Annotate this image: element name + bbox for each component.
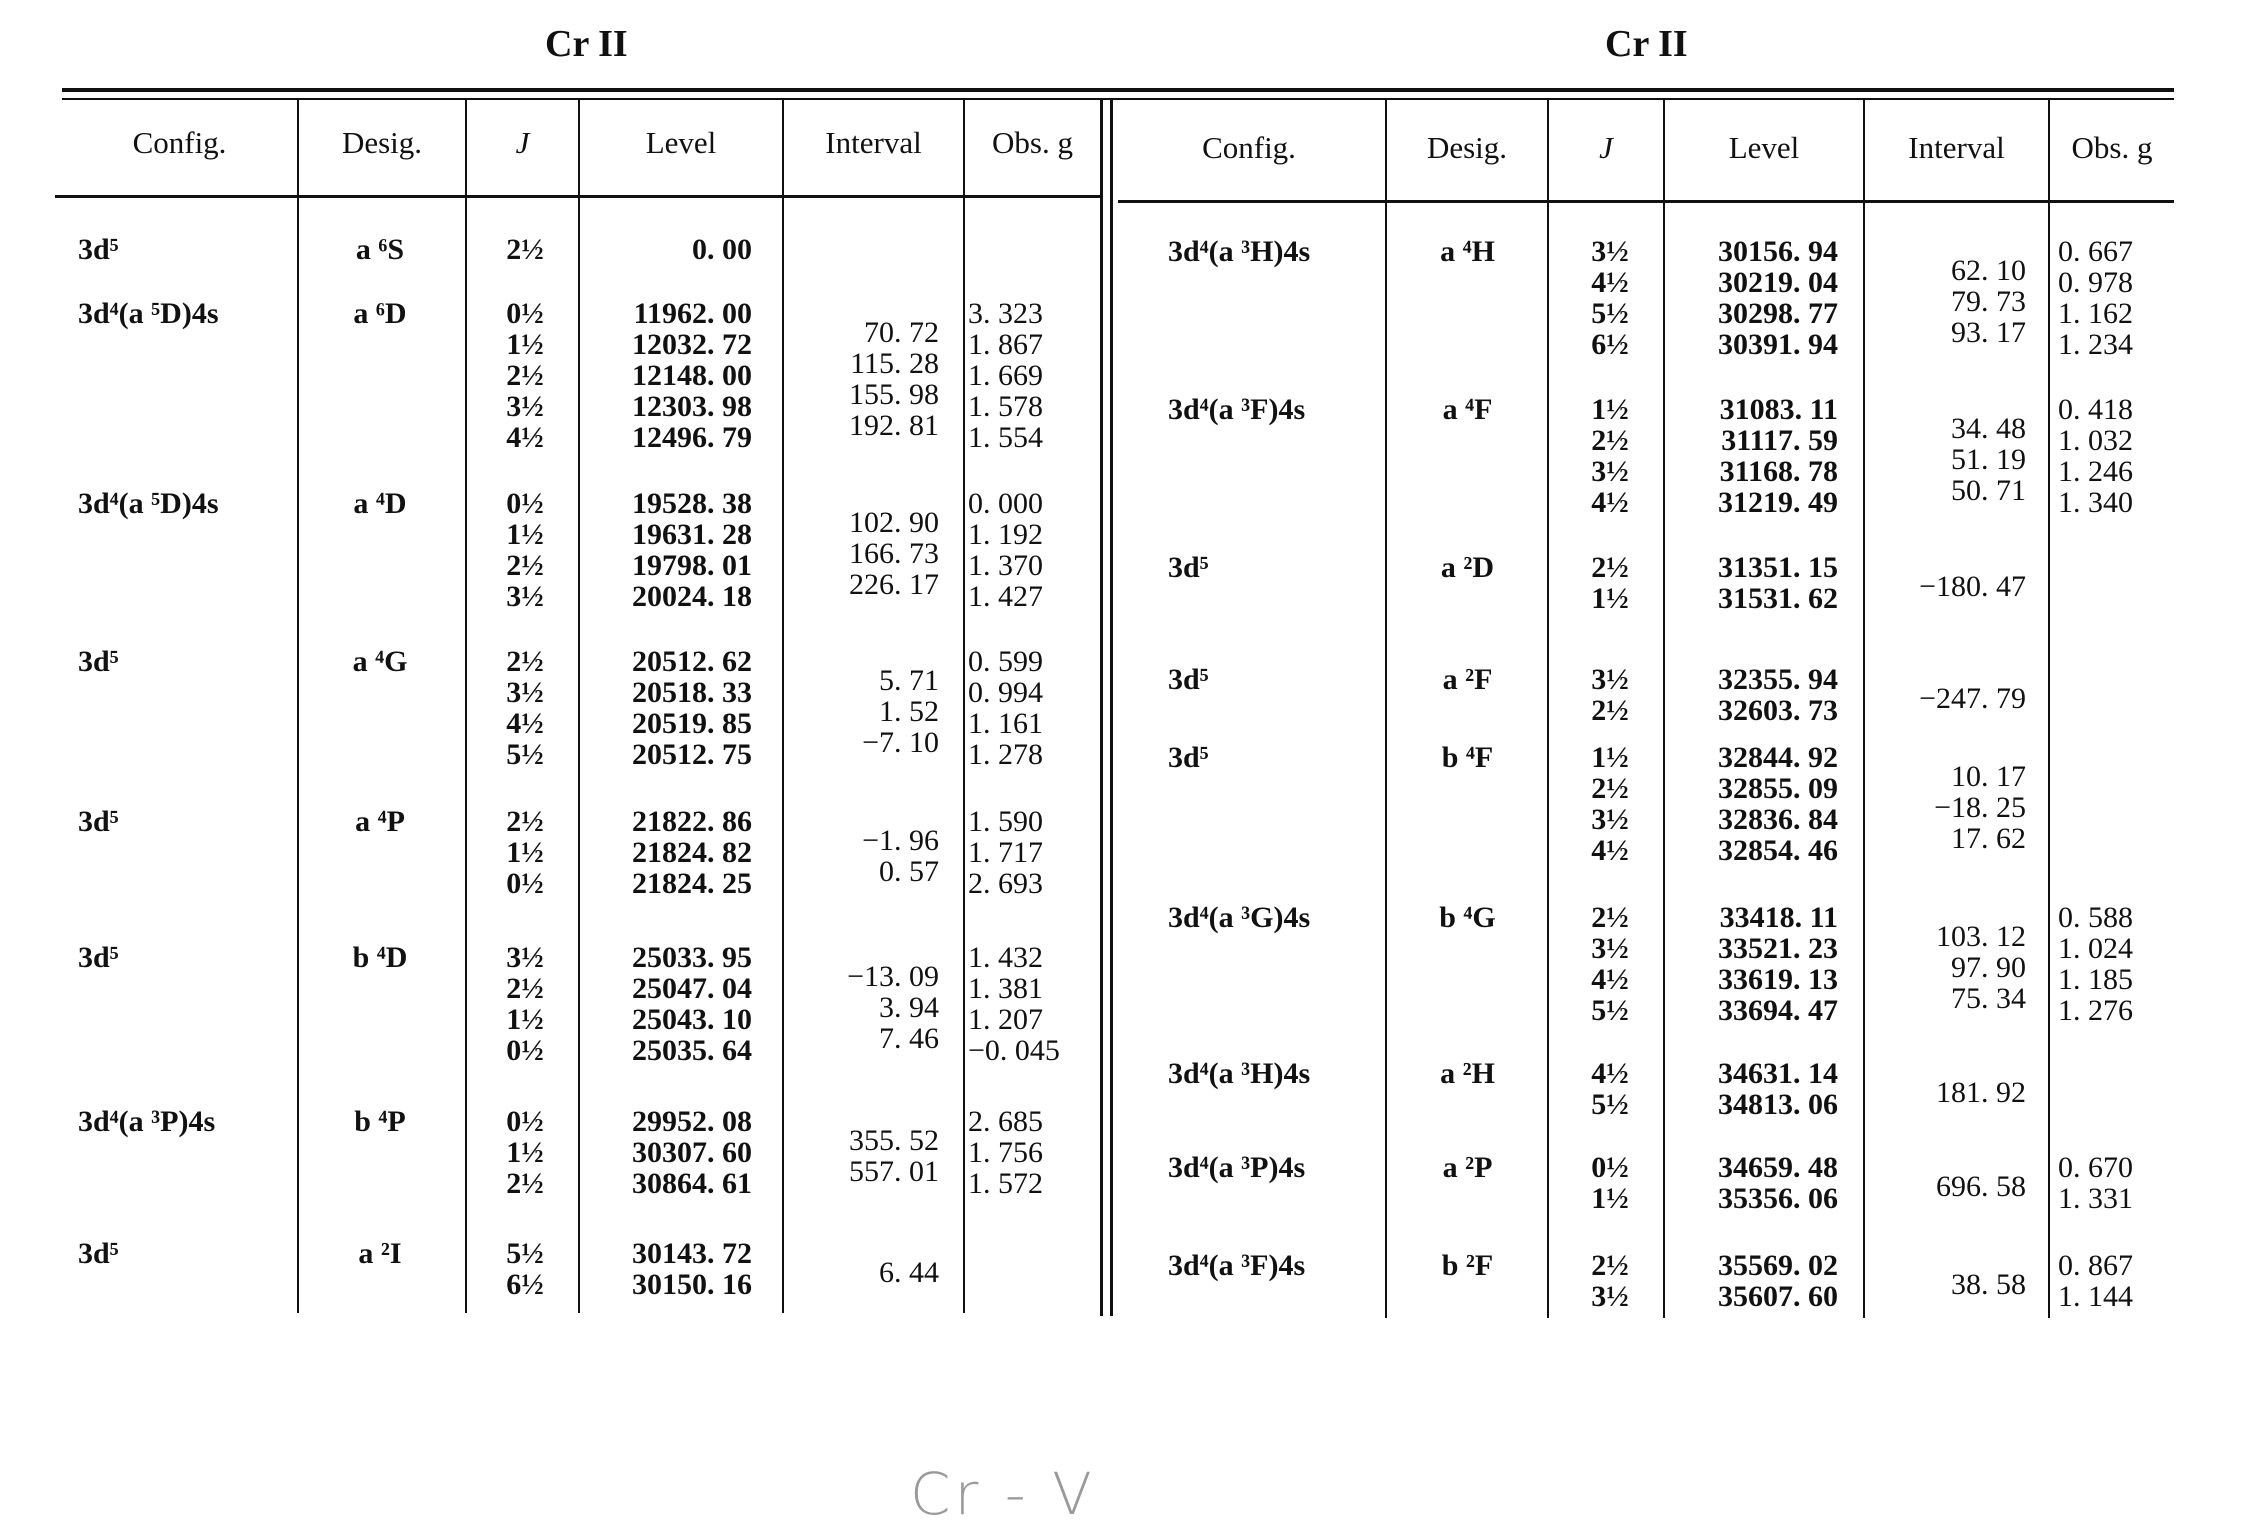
left-row-config: 3d⁵ [78,233,119,266]
left-row-interval: 6. 44 [879,1255,939,1289]
left-row-level: 29952. 08 30307. 60 30864. 61 [632,1105,752,1200]
right-row-level: 35569. 02 35607. 60 [1718,1249,1838,1313]
right-row-config: 3d⁴(a ³P)4s [1168,1151,1306,1184]
left-row-j: 3½ 2½ 1½ 0½ [506,941,544,1067]
right-row-config: 3d⁵ [1168,741,1209,774]
left-row-g: 2. 685 1. 756 1. 572 [968,1105,1043,1200]
header-desig: Desig. [341,125,423,160]
left-row-j: 2½ 3½ 4½ 5½ [506,645,544,771]
right-row-config: 3d⁵ [1168,663,1209,696]
right-row-level: 31083. 11 31117. 59 31168. 78 31219. 49 [1718,393,1838,519]
left-row-config: 3d⁴(a ³P)4s [78,1105,216,1138]
left-row-level: 20512. 62 20518. 33 20519. 85 20512. 75 [632,645,752,771]
right-table-title: Cr II [1605,23,1688,65]
column-divider [2048,100,2050,1318]
left-row-desig: b ⁴P [354,1105,406,1138]
right-row-g: 0. 670 1. 331 [2058,1151,2133,1215]
right-row-g: 0. 418 1. 032 1. 246 1. 340 [2058,393,2133,519]
right-row-config: 3d⁴(a ³H)4s [1168,235,1311,268]
header-interval: Interval [1908,130,2005,165]
header-obs-g: Obs. g [2071,130,2153,165]
table-separator-line [1110,98,1113,1316]
left-row-config: 3d⁵ [78,645,119,678]
header-desig: Desig. [1426,130,1508,165]
left-row-interval: 355. 52 557. 01 [849,1123,939,1188]
right-row-config: 3d⁴(a ³F)4s [1168,393,1306,426]
right-row-j: 2½ 3½ [1591,1249,1629,1313]
right-row-g: 0. 867 1. 144 [2058,1249,2133,1313]
left-row-level: 0. 00 [692,233,752,266]
column-divider [963,98,965,1313]
left-row-interval: 102. 90 166. 73 226. 17 [849,505,939,601]
left-row-level: 11962. 00 12032. 72 12148. 00 12303. 98 12496. 79 [632,297,752,454]
right-row-interval: 62. 10 79. 73 93. 17 [1951,253,2026,349]
right-row-desig: a ²H [1440,1057,1495,1090]
column-divider [1547,100,1549,1318]
right-row-level: 30156. 94 30219. 04 30298. 77 30391. 94 [1718,235,1838,361]
left-row-g: 1. 590 1. 717 2. 693 [968,805,1043,900]
header-obs-g: Obs. g [992,125,1073,160]
left-row-j: 0½ 1½ 2½ 3½ 4½ [506,297,544,454]
left-row-level: 19528. 38 19631. 28 19798. 01 20024. 18 [632,487,752,613]
right-row-j: 1½ 2½ 3½ 4½ [1591,741,1629,867]
left-row-desig: a ⁴D [353,487,407,520]
left-row-desig: a ⁶S [355,233,405,266]
right-row-interval: 181. 92 [1936,1075,2026,1109]
right-row-g: 0. 588 1. 024 1. 185 1. 276 [2058,901,2133,1027]
right-row-level: 34659. 48 35356. 06 [1718,1151,1838,1215]
left-row-desig: a ²I [358,1237,402,1270]
left-row-j: 2½ 1½ 0½ [506,805,544,900]
right-row-config: 3d⁵ [1168,551,1209,584]
column-divider [1385,100,1387,1318]
right-row-desig: a ⁴H [1440,235,1495,268]
header-j: J [1599,130,1613,165]
right-row-j: 3½ 2½ [1591,663,1629,727]
left-row-interval: 70. 72 115. 28 155. 98 192. 81 [849,315,939,442]
right-row-config: 3d⁴(a ³G)4s [1168,901,1311,934]
left-row-config: 3d⁵ [78,805,119,838]
right-row-j: 4½ 5½ [1591,1057,1629,1121]
left-row-g: 1. 432 1. 381 1. 207 −0. 045 [968,941,1060,1067]
right-row-j: 2½ 1½ [1591,551,1629,615]
header-config: Config. [1202,130,1296,165]
column-divider [1863,100,1865,1318]
right-header-rule [1118,200,2174,203]
left-row-interval: −13. 09 3. 94 7. 46 [847,959,939,1055]
right-row-level: 32844. 92 32855. 09 32836. 84 32854. 46 [1718,741,1838,867]
header-level: Level [645,125,717,160]
left-row-config: 3d⁴(a ⁵D)4s [78,487,219,520]
left-row-config: 3d⁵ [78,1237,119,1270]
right-row-desig: a ²P [1442,1151,1493,1184]
right-row-j: 1½ 2½ 3½ 4½ [1591,393,1629,519]
left-row-g: 0. 599 0. 994 1. 161 1. 278 [968,645,1043,771]
left-row-g: 3. 323 1. 867 1. 669 1. 578 1. 554 [968,297,1043,454]
header-interval: Interval [825,125,922,160]
right-row-g: 0. 667 0. 978 1. 162 1. 234 [2058,235,2133,361]
left-row-level: 25033. 95 25047. 04 25043. 10 25035. 64 [632,941,752,1067]
right-row-level: 31351. 15 31531. 62 [1718,551,1838,615]
header-config: Config. [132,125,227,160]
right-row-desig: a ⁴F [1442,393,1493,426]
column-divider [297,98,299,1313]
right-row-interval: 10. 17 −18. 25 17. 62 [1934,759,2026,855]
column-divider [465,98,467,1313]
right-row-desig: a ²F [1442,663,1493,696]
left-row-desig: a ⁴P [355,805,405,838]
right-row-interval: −180. 47 [1919,569,2026,603]
right-row-interval: 103. 12 97. 90 75. 34 [1936,919,2026,1015]
header-level: Level [1728,130,1800,165]
right-row-j: 3½ 4½ 5½ 6½ [1591,235,1629,361]
header-j: J [515,125,530,160]
top-rule-thick [62,88,2174,92]
left-row-level: 21822. 86 21824. 82 21824. 25 [632,805,752,900]
right-row-interval: 34. 48 51. 19 50. 71 [1951,411,2026,507]
left-row-config: 3d⁴(a ⁵D)4s [78,297,219,330]
right-row-level: 34631. 14 34813. 06 [1718,1057,1838,1121]
left-row-j: 0½ 1½ 2½ 3½ [506,487,544,613]
right-row-level: 32355. 94 32603. 73 [1718,663,1838,727]
right-row-j: 0½ 1½ [1591,1151,1629,1215]
left-row-config: 3d⁵ [78,941,119,974]
right-row-config: 3d⁴(a ³F)4s [1168,1249,1306,1282]
right-row-desig: b ²F [1441,1249,1494,1282]
left-row-j: 0½ 1½ 2½ [506,1105,544,1200]
right-row-desig: b ⁴G [1439,901,1496,934]
handwritten-note: Cr - V [910,1460,1096,1528]
left-row-g: 0. 000 1. 192 1. 370 1. 427 [968,487,1043,613]
table-separator-line [1100,98,1103,1316]
right-row-j: 2½ 3½ 4½ 5½ [1591,901,1629,1027]
top-rule-thin [62,98,2174,100]
right-row-desig: a ²D [1440,551,1495,584]
right-row-desig: b ⁴F [1441,741,1494,774]
left-row-j: 5½ 6½ [506,1237,544,1301]
left-row-interval: −1. 96 0. 57 [862,823,939,888]
left-row-interval: 5. 71 1. 52 −7. 10 [862,663,939,759]
left-row-level: 30143. 72 30150. 16 [632,1237,752,1301]
right-row-interval: 38. 58 [1951,1267,2026,1301]
right-row-config: 3d⁴(a ³H)4s [1168,1057,1311,1090]
right-row-interval: 696. 58 [1936,1169,2026,1203]
left-row-desig: b ⁴D [352,941,408,974]
left-row-desig: a ⁴G [352,645,408,678]
right-row-interval: −247. 79 [1919,681,2026,715]
column-divider [578,98,580,1313]
left-row-desig: a ⁶D [353,297,407,330]
right-row-level: 33418. 11 33521. 23 33619. 13 33694. 47 [1718,901,1838,1027]
left-row-j: 2½ [506,233,544,266]
left-table-title: Cr II [545,23,628,65]
column-divider [1663,100,1665,1318]
